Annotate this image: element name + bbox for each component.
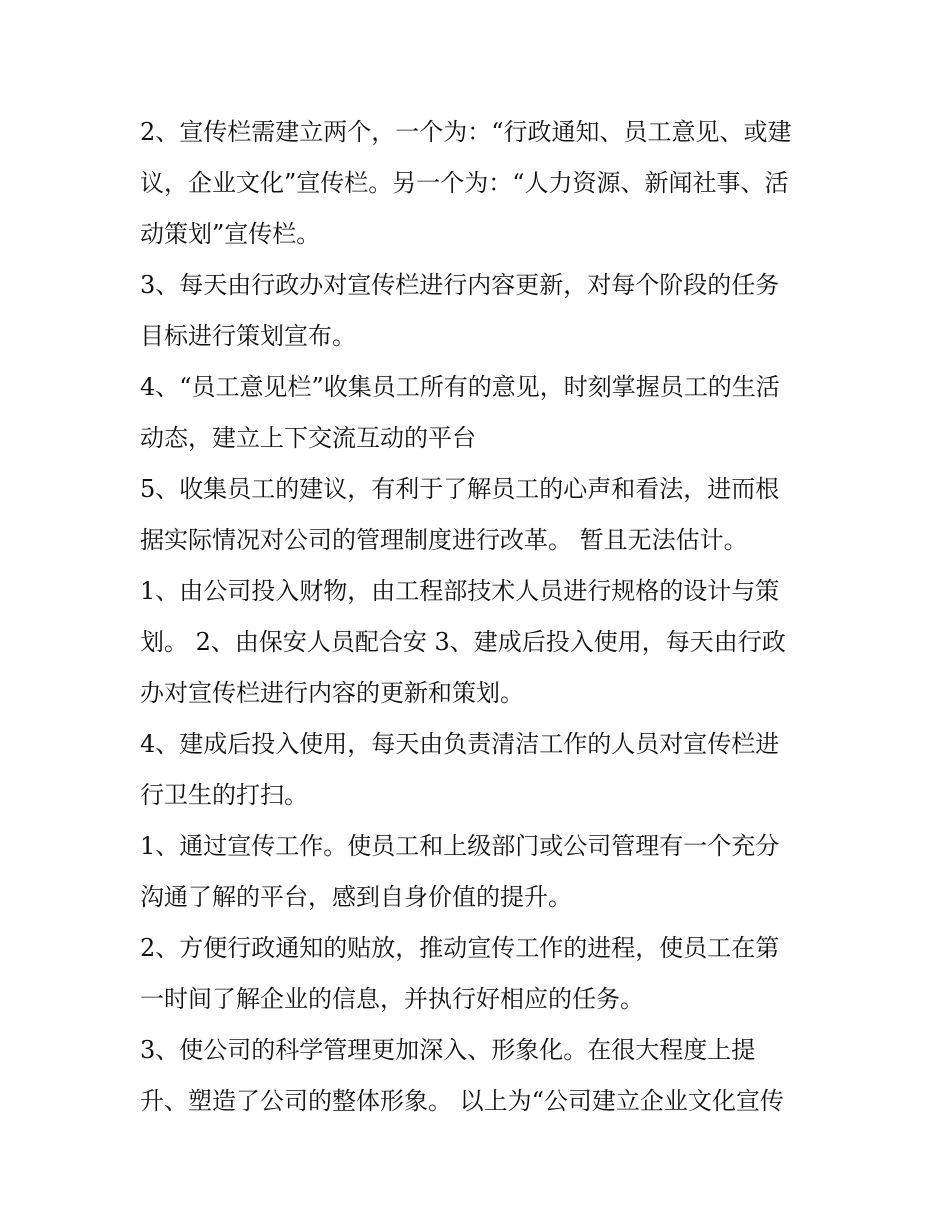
text-line: 沟通了解的平台，感到自身价值的提升。: [140, 883, 572, 911]
text-line: 3、使公司的科学管理更加深入、形象化。在很大程度上提: [140, 1036, 756, 1064]
text-line: 2、方便行政通知的贴放，推动宣传工作的进程，使员工在第: [140, 934, 780, 962]
text-line: 4、建成后投入使用，每天由负责清洁工作的人员对宣传栏进: [140, 730, 780, 758]
text-line: 一时间了解企业的信息，并执行好相应的任务。: [140, 985, 644, 1013]
text-line: 议，企业文化”宣传栏。另一个为：“人力资源、新闻社事、活: [140, 169, 789, 197]
text-line: 5、收集员工的建议，有利于了解员工的心声和看法，进而根: [140, 475, 780, 503]
text-line: 2、宣传栏需建立两个，一个为：“行政通知、员工意见、或建: [140, 118, 792, 146]
text-line: 动策划”宣传栏。: [140, 220, 321, 248]
text-line: 1、通过宣传工作。使员工和上级部门或公司管理有一个充分: [140, 832, 780, 860]
text-line: 动态，建立上下交流互动的平台: [140, 424, 476, 452]
text-line: 据实际情况对公司的管理制度进行改革。 暂且无法估计。: [140, 526, 748, 554]
text-line: 目标进行策划宣布。: [140, 322, 356, 350]
text-line: 3、每天由行政办对宣传栏进行内容更新，对每个阶段的任务: [140, 271, 780, 299]
text-line: 办对宣传栏进行内容的更新和策划。: [140, 679, 524, 707]
text-line: 行卫生的打扫。: [140, 781, 308, 809]
document-body: [140, 107, 805, 1127]
text-line: 划。 2、由保安人员配合安 3、建成后投入使用，每天由行政: [140, 628, 786, 656]
text-line: 4、“员工意见栏”收集员工所有的意见，时刻掌握员工的生活: [140, 373, 780, 401]
text-line: 1、由公司投入财物，由工程部技术人员进行规格的设计与策: [140, 577, 780, 605]
text-line: 升、塑造了公司的整体形象。 以上为“公司建立企业文化宣传: [140, 1087, 784, 1115]
